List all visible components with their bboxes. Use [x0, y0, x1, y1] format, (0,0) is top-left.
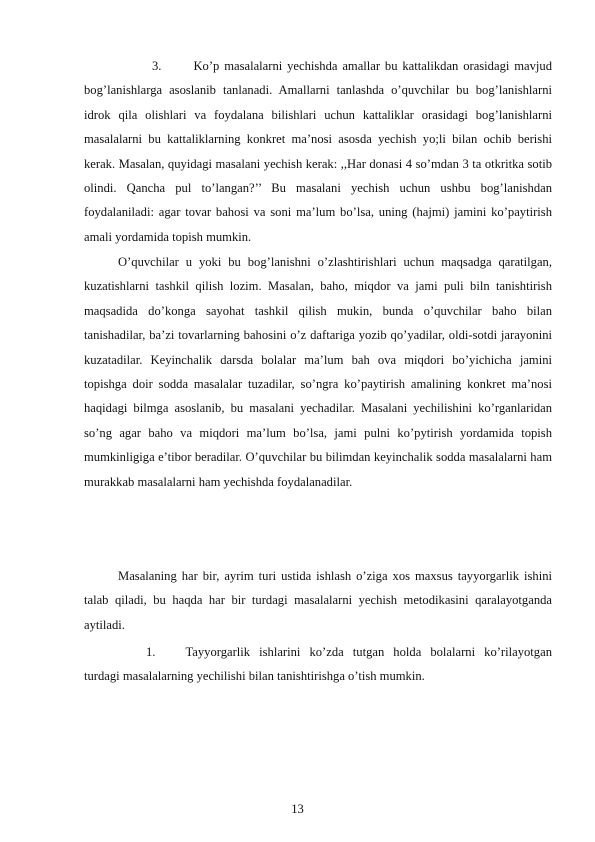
- paragraph-1-text: Tayyorgarlik ishlarini ko’zda tutgan holda bolalarni ko’rilayotgan turdagi masalalarning yechilishi bilan tanishtirishga o’tish mumkin.: [84, 645, 552, 684]
- numbered-paragraph-3: [84, 54, 552, 249]
- paragraph-1: [84, 640, 552, 689]
- paragraph-3: [84, 54, 552, 249]
- page-number: 13: [291, 802, 304, 816]
- paragraph-1-marker: 1.: [146, 645, 156, 659]
- body-paragraph-2: [84, 564, 552, 637]
- body-paragraph-1: [84, 250, 552, 494]
- numbered-paragraph-1: [84, 640, 552, 689]
- body-paragraph-1-text: O’quvchilar u yoki bu bog’lanishni o’zlashtirishlari uchun maqsadga qaratilgan, kuzatishlarni tashkil qilish lozim. Masalan, baho, miqdor va jami puli biln tanishtirish maqsadida do’konga sayohat tashkil qilish mukin, bunda o’quvchilar baho bilan tanishadilar, ba’zi tovarlarning bahosini o’z daftariga yozib qo’yadilar, oldi-sotdi jarayonini kuzatadilar. Keyinchalik darsda bolalar ma’lum bah ova miqdori bo’yichicha jamini topishga doir sodda masalalar tuzadilar, so’ngra ko’paytirish amalining konkret ma’nosi haqidagi bilmga asoslanib, bu masalani yechadilar. Masalani yechilishini ko’rganlaridan so’ng agar baho va miqdori ma’lum bo’lsa, jami pulni ko’pytirish yordamida topish mumkinligiga e’tibor beradilar. O’quvchilar bu bilimdan keyinchalik sodda masalalarni ham murakkab masalalarni ham yechishda foydalanadilar.: [84, 255, 552, 489]
- paragraph-3-text: Ko’p masalalarni yechishda amallar bu kattalikdan orasidagi mavjud bog’lanishlarga asoslanib tanlanadi. Amallarni tanlashda o’quvchilar bu bog’lanishlarni idrok qila olishlari va foydalana bilishlari uchun kattaliklar orasidagi bog’lanishlarni masalalarni bu kattaliklarning konkret ma’nosi asosda yechish yo;li bilan ochib berishi kerak. Masalan, quyidagi masalani yechish kerak: ,,Har donasi 4 so’mdan 3 ta otkritka sotib olindi. Qancha pul to’langan?’’ Bu masalani yechish uchun ushbu bog’lanishdan foydalaniladi: agar tovar bahosi va soni ma’lum bo’lsa, uning (hajmi) jamini ko’paytirish amali yordamida topish mumkin.: [84, 59, 552, 244]
- paragraph-3-marker: 3.: [152, 59, 162, 73]
- body-paragraph-2-text: Masalaning har bir, ayrim turi ustida ishlash o’ziga xos maxsus tayyorgarlik ishini talab qiladi, bu haqda har bir turdagi masalalarni yechish metodikasini qaralayotganda aytiladi.: [84, 569, 552, 632]
